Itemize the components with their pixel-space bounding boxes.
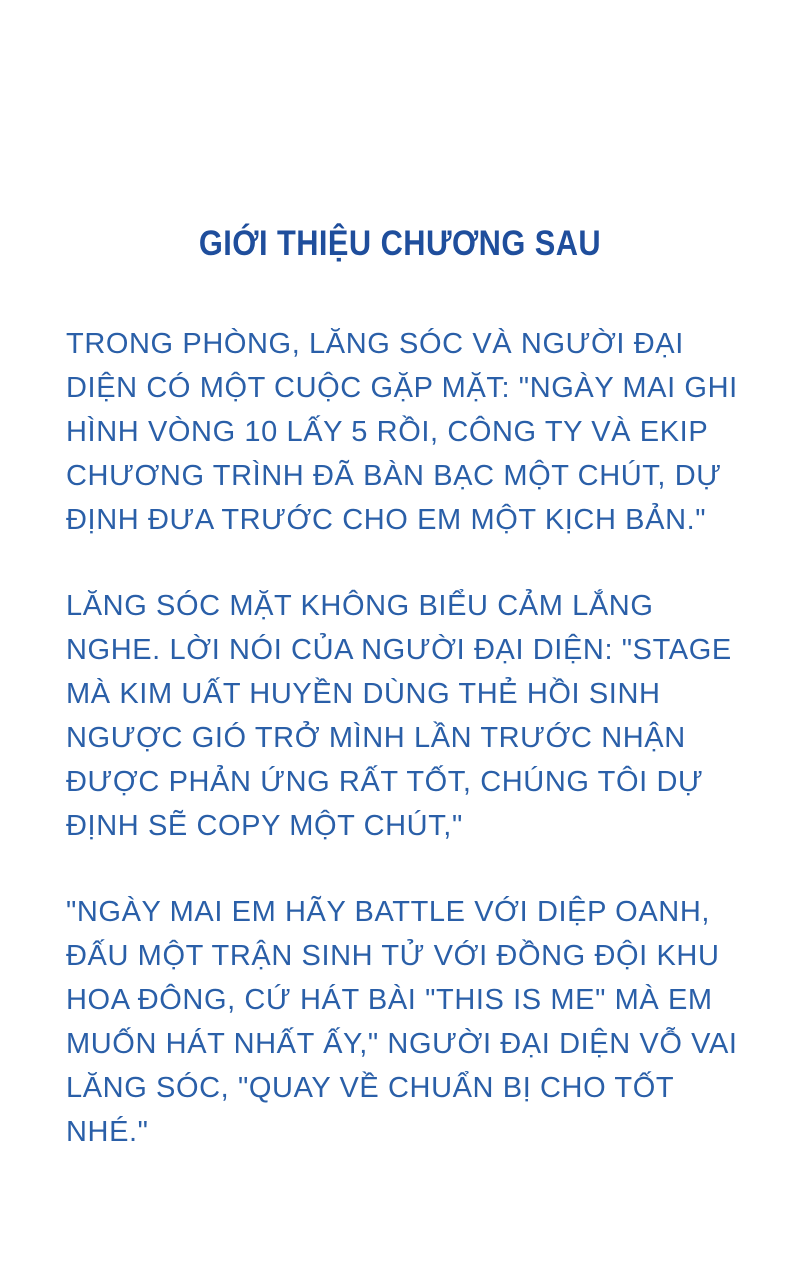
- body-text-block: [66, 322, 756, 1154]
- paragraph: LĂNG SÓC MẶT KHÔNG BIỂU CẢM LẮNG NGHE. LỜI NÓI CỦA NGƯỜI ĐẠI DIỆN: "STAGE MÀ KIM UẤT HUYỀN DÙNG THẺ HỒI SINH NGƯỢC GIÓ TRỞ MÌNH LẦN TRƯỚC NHẬN ĐƯỢC PHẢN ỨNG RẤT TỐT, CHÚNG TÔI DỰ ĐỊNH SẼ COPY MỘT CHÚT,": [66, 590, 732, 842]
- paragraph: "NGÀY MAI EM HÃY BATTLE VỚI DIỆP OANH, ĐẤU MỘT TRẬN SINH TỬ VỚI ĐỒNG ĐỘI KHU HOA ĐÔNG, CỨ HÁT BÀI "THIS IS ME" MÀ EM MUỐN HÁT NHẤT ẤY," NGƯỜI ĐẠI DIỆN VỖ VAI LĂNG SÓC, "QUAY VỀ CHUẨN BỊ CHO TỐT NHÉ.": [66, 896, 738, 1148]
- paragraph: TRONG PHÒNG, LĂNG SÓC VÀ NGƯỜI ĐẠI DIỆN CÓ MỘT CUỘC GẶP MẶT: "NGÀY MAI GHI HÌNH VÒNG 10 LẤY 5 RỒI, CÔNG TY VÀ EKIP CHƯƠNG TRÌNH ĐÃ BÀN BẠC MỘT CHÚT, DỰ ĐỊNH ĐƯA TRƯỚC CHO EM MỘT KỊCH BẢN.": [66, 328, 738, 536]
- page-title: GIỚI THIỆU CHƯƠNG SAU: [198, 224, 602, 263]
